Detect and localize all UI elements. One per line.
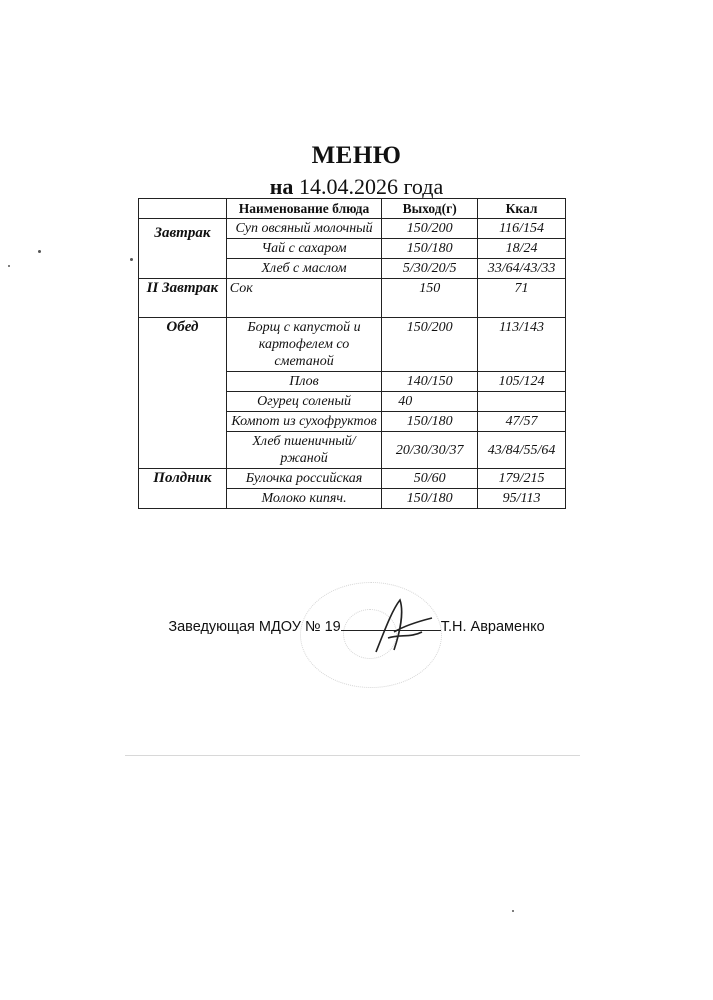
- dish-yield: 150/180: [382, 489, 478, 509]
- dish-kcal: 113/143: [478, 318, 566, 372]
- menu-table: [138, 198, 566, 509]
- table-row: [139, 279, 566, 318]
- dish-name: Хлеб пшеничный/ржаной: [226, 432, 381, 469]
- dish-yield: 140/150: [382, 372, 478, 392]
- dish-name: Борщ с капустой и картофелем со сметаной: [226, 318, 381, 372]
- dish-name: Булочка российская: [226, 469, 381, 489]
- dish-name: Сок: [226, 279, 381, 318]
- table-row: [139, 469, 566, 489]
- dish-kcal: 179/215: [478, 469, 566, 489]
- scan-speck: [512, 910, 514, 912]
- dish-name: Чай с сахаром: [226, 239, 381, 259]
- header-yield: Выход(г): [382, 199, 478, 219]
- signer-name: Т.Н. Авраменко: [440, 619, 545, 635]
- meal-name: Завтрак: [139, 219, 227, 279]
- dish-kcal: 47/57: [478, 412, 566, 432]
- dish-yield: 150/200: [382, 318, 478, 372]
- dish-yield: 150/180: [382, 239, 478, 259]
- dish-name: Молоко кипяч.: [226, 489, 381, 509]
- scan-speck: [38, 250, 41, 253]
- header-meal: [139, 199, 227, 219]
- meal-name: Полдник: [139, 469, 227, 509]
- dish-yield: 150/180: [382, 412, 478, 432]
- table-row: [139, 219, 566, 239]
- dish-name: Хлеб с маслом: [226, 259, 381, 279]
- header-dish-name: Наименование блюда: [226, 199, 381, 219]
- dish-name: Огурец соленый: [226, 392, 381, 412]
- scan-speck: [8, 265, 10, 267]
- table-header-row: [139, 199, 566, 219]
- dish-name: Плов: [226, 372, 381, 392]
- dish-kcal: 116/154: [478, 219, 566, 239]
- dish-kcal: 18/24: [478, 239, 566, 259]
- scan-speck: [130, 258, 133, 261]
- dish-yield: 40: [382, 392, 478, 412]
- meal-name: Обед: [139, 318, 227, 469]
- dish-yield: 5/30/20/5: [382, 259, 478, 279]
- dish-name: Суп овсяный молочный: [226, 219, 381, 239]
- meal-name: II Завтрак: [139, 279, 227, 318]
- dish-kcal: 33/64/43/33: [478, 259, 566, 279]
- table-row: [139, 318, 566, 372]
- dish-name: Компот из сухофруктов: [226, 412, 381, 432]
- dish-yield: 150: [382, 279, 478, 318]
- document-title: МЕНЮ: [311, 142, 402, 169]
- document-subtitle: [0, 174, 713, 200]
- signer-position: Заведующая МДОУ № 19: [168, 619, 341, 635]
- dish-kcal: 71: [478, 279, 566, 318]
- dish-kcal: 105/124: [478, 372, 566, 392]
- dish-yield: 20/30/30/37: [382, 432, 478, 469]
- dish-kcal: 43/84/55/64: [478, 432, 566, 469]
- header-kcal: Ккал: [478, 199, 566, 219]
- dish-kcal: [478, 392, 566, 412]
- subtitle-date: 14.04.2026 года: [298, 174, 444, 199]
- signature-line: [0, 616, 713, 635]
- dish-yield: 150/200: [382, 219, 478, 239]
- dish-yield: 50/60: [382, 469, 478, 489]
- faint-divider: [125, 755, 580, 756]
- subtitle-prefix: на: [269, 174, 294, 199]
- signature-underline: [341, 616, 441, 631]
- dish-kcal: 95/113: [478, 489, 566, 509]
